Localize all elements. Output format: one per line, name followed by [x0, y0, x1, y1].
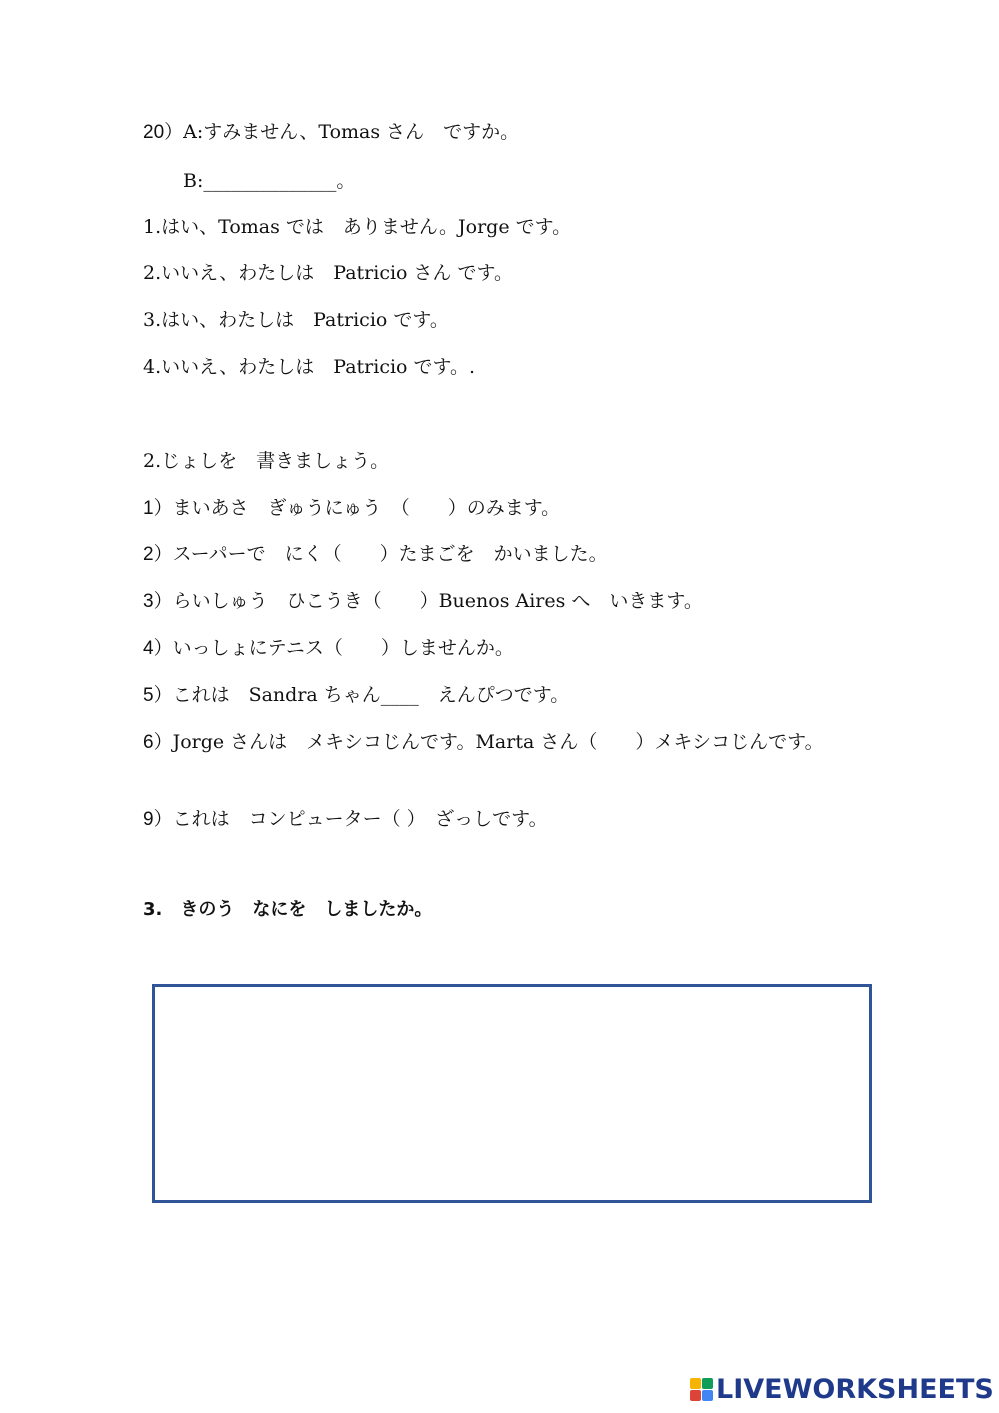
- logo-square: [690, 1390, 701, 1401]
- logo-square: [702, 1378, 713, 1389]
- answer-option-1: 1.はい、Tomas では ありません。Jorge です。: [143, 216, 572, 238]
- brand-name: LIVEWORKSHEETS: [716, 1373, 994, 1405]
- item-number: 2）: [143, 544, 173, 565]
- particle-item-4: [143, 635, 514, 662]
- item-number: 9）: [143, 809, 173, 830]
- item-number: 3）: [143, 591, 173, 612]
- item-text: いっしょにテニス（ ）しませんか。: [172, 637, 514, 659]
- logo-square: [690, 1378, 701, 1389]
- particle-item-1: [143, 495, 560, 522]
- particle-item-5: [143, 682, 569, 709]
- particle-item-9: [143, 806, 548, 833]
- item-number: 4）: [143, 638, 173, 659]
- question-number: 20）: [143, 122, 184, 143]
- logo-square: [702, 1390, 713, 1401]
- item-text: スーパーで にく（ ）たまごを かいました。: [172, 543, 608, 565]
- question-20-prompt: [143, 119, 519, 146]
- liveworksheets-logo: [690, 1371, 994, 1407]
- item-text: これは Sandra ちゃん____ えんぴつです。: [172, 684, 570, 706]
- item-text: らいしゅう ひこうき（ ）Buenos Aires へ いきます。: [172, 590, 703, 612]
- particle-item-2: [143, 541, 608, 568]
- particle-item-3: [143, 588, 703, 615]
- answer-option-4: 4.いいえ、わたしは Patricio です。.: [143, 356, 476, 378]
- item-text: まいあさ ぎゅうにゅう （ ）のみます。: [172, 497, 561, 519]
- item-number: 5）: [143, 685, 173, 706]
- question-20-a-line: A:すみません、Tomas さん ですか。: [183, 121, 520, 143]
- item-number: 1）: [143, 498, 173, 519]
- section-2-title: 2.じょしを 書きましょう。: [143, 450, 390, 472]
- answer-option-2: 2.いいえ、わたしは Patricio さん です。: [143, 262, 514, 284]
- logo-squares-icon: [690, 1378, 713, 1401]
- item-number: 6）: [143, 732, 173, 753]
- answer-box[interactable]: [152, 984, 872, 1203]
- item-text: これは コンピューター（ ） ざっしです。: [172, 808, 548, 830]
- section-3-title: 3. きのう なにを しましたか。: [143, 899, 433, 920]
- answer-option-3: 3.はい、わたしは Patricio です。: [143, 309, 449, 331]
- item-text: Jorge さんは メキシコじんです。Marta さん（ ）メキシコじんです。: [172, 731, 824, 753]
- question-20-b-line: B:______________。: [183, 170, 356, 192]
- particle-item-6: [143, 727, 833, 758]
